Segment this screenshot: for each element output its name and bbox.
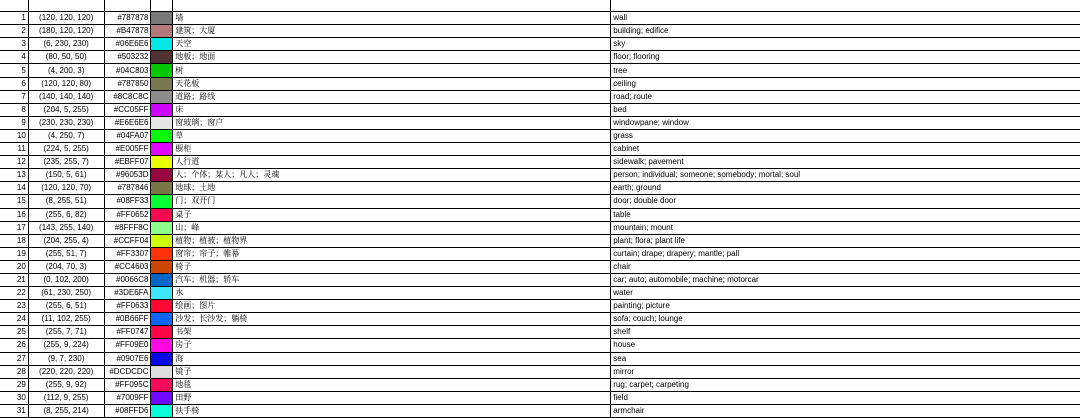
hex-code-cell: #FF0747 [104,326,151,339]
table-row [0,365,1080,378]
color-swatch [151,195,173,208]
table-row [0,90,1080,103]
row-index-cell: 3 [0,38,28,51]
english-label-cell: mountain; mount [611,221,1080,234]
color-swatch [151,38,173,51]
english-label-cell: car; auto; automobile; machine; motorcar [611,273,1080,286]
row-index-cell: 1 [0,12,28,25]
rgb-value-cell: (6, 230, 230) [28,38,104,51]
row-index-cell: 29 [0,378,28,391]
chinese-label-cell: 天花板 [173,77,611,90]
chinese-label-cell: 桌子 [173,208,611,221]
hex-code-cell: #CC05FF [104,103,151,116]
table-row [0,339,1080,352]
color-swatch [151,260,173,273]
english-label-cell: mirror [611,365,1080,378]
row-index-cell: 25 [0,326,28,339]
chinese-label-cell: 田野 [173,391,611,404]
rgb-value-cell: (0, 102, 200) [28,273,104,286]
rgb-value-cell: (4, 200, 3) [28,64,104,77]
rgb-value-cell: (120, 120, 70) [28,182,104,195]
color-swatch [151,352,173,365]
color-swatch [151,90,173,103]
english-label-cell: sky [611,38,1080,51]
row-index-cell: 2 [0,25,28,38]
chinese-label-cell [173,0,611,12]
chinese-label-cell: 窗玻璃；窗户 [173,116,611,129]
english-label-cell: ceiling [611,77,1080,90]
rgb-value-cell: (220, 220, 220) [28,365,104,378]
rgb-value-cell: (120, 120, 80) [28,77,104,90]
english-label-cell: house [611,339,1080,352]
table-row [0,260,1080,273]
table-row [0,64,1080,77]
rgb-value-cell: (150, 5, 61) [28,169,104,182]
chinese-label-cell: 房子 [173,339,611,352]
table-row [0,38,1080,51]
row-index-cell: 22 [0,287,28,300]
color-swatch [151,25,173,38]
table-row [0,300,1080,313]
hex-code-cell [104,0,151,12]
english-label-cell: plant; flora; plant life [611,234,1080,247]
rgb-value-cell: (255, 51, 7) [28,247,104,260]
color-swatch [151,273,173,286]
english-label-cell: field [611,391,1080,404]
row-index-cell: 14 [0,182,28,195]
hex-code-cell: #EBFF07 [104,156,151,169]
hex-code-cell: #FF0633 [104,300,151,313]
table-row [0,313,1080,326]
table-row [0,169,1080,182]
chinese-label-cell: 建筑；大厦 [173,25,611,38]
row-index-cell: 8 [0,103,28,116]
hex-code-cell: #787878 [104,12,151,25]
rgb-value-cell: (235, 255, 7) [28,156,104,169]
table-row [0,234,1080,247]
english-label-cell: chair [611,260,1080,273]
color-swatch [151,287,173,300]
row-index-cell: 31 [0,404,28,417]
english-label-cell: grass [611,129,1080,142]
chinese-label-cell: 海 [173,352,611,365]
english-label-cell: floor; flooring [611,51,1080,64]
rgb-value-cell [28,0,104,12]
table-row [0,352,1080,365]
chinese-label-cell: 沙发；长沙发；躺椅 [173,313,611,326]
table-row [0,77,1080,90]
rgb-value-cell: (61, 230, 250) [28,287,104,300]
color-swatch [151,365,173,378]
row-index-cell: 4 [0,51,28,64]
table-row [0,247,1080,260]
chinese-label-cell: 书架 [173,326,611,339]
chinese-label-cell: 汽车；机器；轿车 [173,273,611,286]
english-label-cell: road; route [611,90,1080,103]
hex-code-cell: #7009FF [104,391,151,404]
rgb-value-cell: (255, 7, 71) [28,326,104,339]
color-swatch [151,313,173,326]
row-index-cell: 27 [0,352,28,365]
hex-code-cell: #CC4603 [104,260,151,273]
color-swatch [151,156,173,169]
row-index-cell: 10 [0,129,28,142]
chinese-label-cell: 山；峰 [173,221,611,234]
color-swatch [151,103,173,116]
color-swatch [151,300,173,313]
rgb-value-cell: (140, 140, 140) [28,90,104,103]
rgb-value-cell: (255, 6, 82) [28,208,104,221]
rgb-value-cell: (4, 250, 7) [28,129,104,142]
table-row [0,143,1080,156]
table-row [0,103,1080,116]
table-row [0,195,1080,208]
row-index-cell: 17 [0,221,28,234]
rgb-value-cell: (255, 6, 51) [28,300,104,313]
chinese-label-cell: 窗帘；帘子；帷幕 [173,247,611,260]
chinese-label-cell: 地毯 [173,378,611,391]
color-swatch [151,51,173,64]
english-label-cell: shelf [611,326,1080,339]
color-swatch [151,339,173,352]
rgb-value-cell: (230, 230, 230) [28,116,104,129]
table-row [0,287,1080,300]
rgb-value-cell: (180, 120, 120) [28,25,104,38]
color-swatch [151,182,173,195]
chinese-label-cell: 床 [173,103,611,116]
color-swatch [151,143,173,156]
rgb-value-cell: (255, 9, 92) [28,378,104,391]
rgb-value-cell: (80, 50, 50) [28,51,104,64]
english-label-cell: door; double door [611,195,1080,208]
hex-code-cell: #96053D [104,169,151,182]
english-label-cell: tree [611,64,1080,77]
color-swatch [151,326,173,339]
color-swatch [151,221,173,234]
english-label-cell: water [611,287,1080,300]
chinese-label-cell: 地板；地面 [173,51,611,64]
hex-code-cell: #787846 [104,182,151,195]
english-label-cell: person; individual; someone; somebody; mortal; soul [611,169,1080,182]
table-row [0,156,1080,169]
rgb-value-cell: (8, 255, 214) [28,404,104,417]
table-row [0,116,1080,129]
rgb-value-cell: (204, 5, 255) [28,103,104,116]
row-index-cell: 13 [0,169,28,182]
hex-code-cell: #E6E6E6 [104,116,151,129]
color-swatch [151,12,173,25]
hex-code-cell: #FF3307 [104,247,151,260]
rgb-value-cell: (255, 9, 224) [28,339,104,352]
hex-code-cell: #FF09E0 [104,339,151,352]
hex-code-cell: #DCDCDC [104,365,151,378]
hex-code-cell: #08FFD6 [104,404,151,417]
row-index-cell: 19 [0,247,28,260]
hex-code-cell: #503232 [104,51,151,64]
english-label-cell [611,0,1080,12]
table-row [0,51,1080,64]
hex-code-cell: #04FA07 [104,129,151,142]
hex-code-cell: #B47878 [104,25,151,38]
color-swatch [151,208,173,221]
chinese-label-cell: 水 [173,287,611,300]
chinese-label-cell: 人行道 [173,156,611,169]
rgb-value-cell: (204, 255, 4) [28,234,104,247]
row-index-cell: 18 [0,234,28,247]
english-label-cell: rug; carpet; carpeting [611,378,1080,391]
hex-code-cell: #787850 [104,77,151,90]
row-index-cell: 24 [0,313,28,326]
rgb-value-cell: (11, 102, 255) [28,313,104,326]
english-label-cell: cabinet [611,143,1080,156]
color-swatch [151,247,173,260]
hex-code-cell: #8C8C8C [104,90,151,103]
row-index-cell: 7 [0,90,28,103]
color-swatch [151,116,173,129]
row-index-cell: 16 [0,208,28,221]
table-row [0,326,1080,339]
table-row [0,0,1080,12]
english-label-cell: earth; ground [611,182,1080,195]
table-row [0,25,1080,38]
row-index-cell: 20 [0,260,28,273]
rgb-value-cell: (112, 9, 255) [28,391,104,404]
chinese-label-cell: 人；个体；某人；凡人；灵魂 [173,169,611,182]
table-row [0,208,1080,221]
table-row [0,182,1080,195]
row-index-cell: 12 [0,156,28,169]
table-row [0,378,1080,391]
english-label-cell: bed [611,103,1080,116]
hex-code-cell: #0066C8 [104,273,151,286]
hex-code-cell: #06E6E6 [104,38,151,51]
chinese-label-cell: 绘画；图片 [173,300,611,313]
hex-code-cell: #04C803 [104,64,151,77]
table-row [0,129,1080,142]
row-index-cell [0,0,28,12]
row-index-cell: 23 [0,300,28,313]
rgb-value-cell: (120, 120, 120) [28,12,104,25]
hex-code-cell: #8FFF8C [104,221,151,234]
hex-code-cell: #FF095C [104,378,151,391]
chinese-label-cell: 扶手椅 [173,404,611,417]
row-index-cell: 28 [0,365,28,378]
rgb-value-cell: (9, 7, 230) [28,352,104,365]
chinese-label-cell: 地球；土地 [173,182,611,195]
chinese-label-cell: 墙 [173,12,611,25]
color-swatch [151,169,173,182]
row-index-cell: 30 [0,391,28,404]
rgb-value-cell: (8, 255, 51) [28,195,104,208]
row-index-cell: 15 [0,195,28,208]
hex-code-cell: #E005FF [104,143,151,156]
english-label-cell: sofa; couch; lounge [611,313,1080,326]
table-row [0,404,1080,417]
row-index-cell: 26 [0,339,28,352]
hex-code-cell: #0907E6 [104,352,151,365]
hex-code-cell: #3DE6FA [104,287,151,300]
english-label-cell: building; edifice [611,25,1080,38]
english-label-cell: wall [611,12,1080,25]
english-label-cell: sea [611,352,1080,365]
table-row [0,391,1080,404]
color-swatch [151,391,173,404]
hex-code-cell: #CCFF04 [104,234,151,247]
chinese-label-cell: 橱柜 [173,143,611,156]
chinese-label-cell: 门；双开门 [173,195,611,208]
table-row [0,273,1080,286]
color-swatch [151,378,173,391]
chinese-label-cell: 树 [173,64,611,77]
chinese-label-cell: 天空 [173,38,611,51]
row-index-cell: 6 [0,77,28,90]
hex-code-cell: #0B66FF [104,313,151,326]
english-label-cell: curtain; drape; drapery; mantle; pall [611,247,1080,260]
color-swatch [151,234,173,247]
english-label-cell: windowpane; window [611,116,1080,129]
chinese-label-cell: 椅子 [173,260,611,273]
table-row [0,12,1080,25]
color-swatch [151,0,173,12]
rgb-value-cell: (224, 5, 255) [28,143,104,156]
hex-code-cell: #FF0652 [104,208,151,221]
english-label-cell: armchair [611,404,1080,417]
color-swatch [151,404,173,417]
chinese-label-cell: 镜子 [173,365,611,378]
row-index-cell: 9 [0,116,28,129]
english-label-cell: sidewalk; pavement [611,156,1080,169]
row-index-cell: 11 [0,143,28,156]
english-label-cell: table [611,208,1080,221]
color-swatch [151,129,173,142]
row-index-cell: 21 [0,273,28,286]
row-index-cell: 5 [0,64,28,77]
color-swatch [151,77,173,90]
chinese-label-cell: 道路；路线 [173,90,611,103]
table-row [0,221,1080,234]
color-swatch [151,64,173,77]
rgb-value-cell: (143, 255, 140) [28,221,104,234]
hex-code-cell: #08FF33 [104,195,151,208]
rgb-value-cell: (204, 70, 3) [28,260,104,273]
chinese-label-cell: 植物；植被；植物界 [173,234,611,247]
english-label-cell: painting; picture [611,300,1080,313]
chinese-label-cell: 草 [173,129,611,142]
